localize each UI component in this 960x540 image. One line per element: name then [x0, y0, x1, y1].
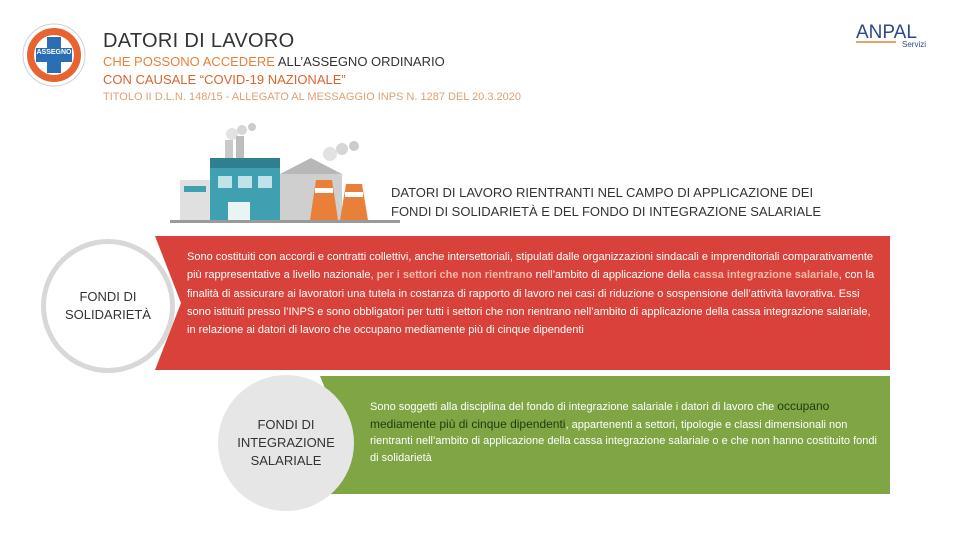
integration-fund-circle	[218, 375, 354, 511]
solidarity-funds-description	[187, 248, 879, 339]
subtitle-rest: ALL’ASSEGNO ORDINARIO	[274, 54, 445, 69]
anpal-logo	[856, 20, 938, 50]
page-subtitle	[103, 54, 445, 69]
integration-label-line1: FONDI DI	[257, 417, 315, 432]
legal-reference: TITOLO II D.L.N. 148/15 - ALLEGATO AL MESSAGGIO INPS N. 1287 DEL 20.3.2020	[103, 91, 521, 103]
page-subtitle-line2: CON CAUSALE “COVID-19 NAZIONALE”	[103, 72, 346, 87]
section-heading	[391, 183, 901, 221]
solidarity-label-line2: SOLIDARIETÀ	[65, 307, 151, 322]
factory-illustration	[170, 118, 400, 226]
solidarity-text-3: , con la finalità di assicurare ai lavoratori una tutela in costanza di rapporto di lavoro nei casi di riduzione o sospensione dell’attività lavorativa. Essi sono istituiti presso l’INPS e sono obbligatori per tutti i settori che non rientrano nell’ambito di applicazione della cassa integrazione salariale, in relazione ai datori di lavoro che occupano mediamente più di cinque dipendenti	[187, 269, 875, 337]
solidarity-text-emphasis-1: per i settori che non rientrano	[376, 269, 533, 282]
integration-text-2: , appartenenti a settori, tipologie e classi dimensionali non rientranti nell’ambito di applicazione della cassa integrazione salariale o e che non hanno costituito fondi di solidarietà	[370, 418, 877, 464]
integration-label-line2: INTEGRAZIONE	[237, 435, 335, 450]
page-title: DATORI DI LAVORO	[103, 30, 295, 52]
integration-label-line3: SALARIALE	[250, 453, 322, 468]
logo-sub-text: Servizi	[902, 40, 927, 49]
subtitle-highlight: CHE POSSONO ACCEDERE	[103, 54, 275, 69]
integration-fund-description	[370, 398, 880, 466]
solidarity-label-line1: FONDI DI	[79, 289, 137, 304]
section-heading-line2: FONDI DI SOLIDARIETÀ E DEL FONDO DI INTEGRAZIONE SALARIALE	[391, 204, 822, 219]
badge-label: ASSEGNO	[36, 49, 72, 56]
section-heading-line1: DATORI DI LAVORO RIENTRANTI NEL CAMPO DI APPLICAZIONE DEI	[391, 185, 814, 200]
integration-text-emphasis: occupano mediamente più di cinque dipendenti	[370, 399, 830, 431]
solidarity-text-1: Sono costituiti con accordi e contratti collettivi, anche intersettoriali, stipulati dalle organizzazioni sindacali e imprenditoriali comparativamente più rappresentative a livello nazionale,	[187, 251, 874, 282]
logo-main-text: ANPAL	[856, 22, 917, 43]
solidarity-text-2: nell’ambito di applicazione della	[532, 269, 694, 282]
integration-text-1: Sono soggetti alla disciplina del fondo di integrazione salariale i datori di lavoro che	[370, 401, 778, 413]
assegno-badge-icon	[22, 23, 86, 87]
solidarity-funds-circle	[46, 244, 170, 368]
solidarity-text-emphasis-2: cassa integrazione salariale	[693, 269, 839, 282]
